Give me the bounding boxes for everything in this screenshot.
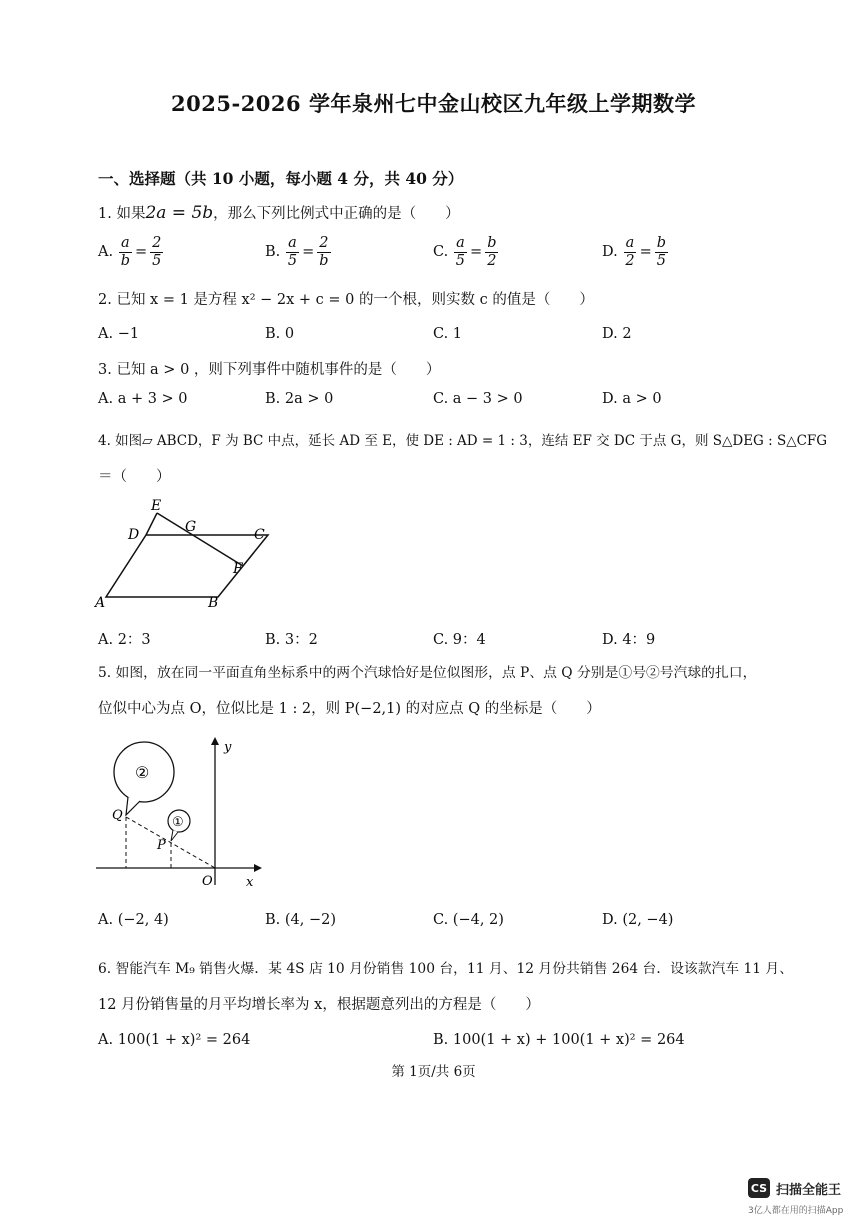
fraction	[623, 236, 636, 268]
fraction	[485, 236, 498, 268]
q1-stem-pre: 1. 如果	[98, 206, 146, 222]
question-4-stem-cont: ＝（ ）	[98, 469, 171, 485]
q1-option-a[interactable]: A. $\frac{a}{b}$ = $\frac{2}{5}$	[98, 235, 162, 269]
balloon-coordinate-figure	[94, 735, 264, 895]
page-footer: 第 1页/共 6页	[391, 1064, 476, 1080]
point-label-d: D	[128, 527, 140, 543]
q3-option-a[interactable]: A. a + 3 > 0	[98, 391, 188, 407]
question-2-stem: 2. 已知 x = 1 是方程 x² − 2x + c = 0 的一个根，则实数 c 的值是（ ）	[98, 292, 594, 308]
denominator: 5	[152, 252, 162, 269]
option-label: C.	[433, 244, 449, 260]
fraction	[317, 236, 330, 268]
numerator: a	[625, 235, 635, 251]
fraction	[150, 236, 163, 268]
denominator: b	[120, 252, 130, 269]
numerator: b	[656, 235, 667, 251]
point-label-a: A	[95, 595, 106, 611]
question-4-stem: 4. 如图▱ ABCD，F 为 BC 中点，延长 AD 至 E，使 DE : AD = 1 : 3，连结 EF 交 DC 于点 G，则 S△DEG : S△CFG	[98, 433, 828, 449]
q3-option-c[interactable]: C. a − 3 > 0	[433, 391, 523, 407]
q5-option-b[interactable]: B. (4, −2)	[265, 912, 337, 928]
q2-option-b[interactable]: B. 0	[265, 326, 295, 342]
denominator: 5	[455, 252, 466, 269]
numerator: b	[487, 235, 497, 251]
point-label-b: B	[208, 595, 219, 611]
point-label-q: Q	[112, 808, 123, 823]
q1-stem-post: ，那么下列比例式中正确的是（ ）	[213, 206, 460, 222]
q3-option-b[interactable]: B. 2a > 0	[265, 391, 334, 407]
scanner-tagline: 3亿人都在用的扫描App	[748, 1206, 844, 1216]
x-axis-label: x	[246, 875, 254, 890]
q4-option-c[interactable]: C. 9：4	[433, 632, 486, 648]
parallelogram-figure	[90, 495, 280, 615]
fraction	[119, 236, 132, 268]
q4-option-b[interactable]: B. 3：2	[265, 632, 318, 648]
q6-option-a[interactable]: A. 100(1 + x)² = 264	[98, 1032, 251, 1048]
option-label: A.	[98, 244, 114, 260]
q1-option-d[interactable]: D. $\frac{a}{2}$ = $\frac{b}{5}$	[602, 235, 667, 269]
question-3-stem: 3. 已知 a > 0 ，则下列事件中随机事件的是（ ）	[98, 362, 441, 378]
q6-option-b[interactable]: B. 100(1 + x) + 100(1 + x)² = 264	[433, 1032, 685, 1048]
question-1-stem	[98, 202, 460, 223]
origin-label: O	[202, 874, 213, 889]
point-label-g: G	[185, 519, 197, 535]
fraction	[286, 236, 299, 268]
q4-option-d[interactable]: D. 4：9	[602, 632, 656, 648]
option-label: D.	[602, 244, 618, 260]
q2-option-c[interactable]: C. 1	[433, 326, 463, 342]
question-5-stem: 5. 如图，放在同一平面直角坐标系中的两个汽球恰好是位似图形，点 P、点 Q 分别是①号②号汽球的扎口，	[98, 665, 757, 681]
fraction	[454, 236, 467, 268]
parallelogram-abcd	[106, 535, 268, 597]
q2-option-a[interactable]: A. −1	[98, 326, 140, 342]
q3-option-d[interactable]: D. a > 0	[602, 391, 662, 407]
option-label: B.	[265, 244, 281, 260]
numerator: a	[456, 235, 465, 251]
point-label-f: F	[233, 561, 243, 577]
point-label-e: E	[151, 498, 162, 514]
balloon-1-label: ①	[172, 815, 184, 830]
scanner-logo	[748, 1178, 841, 1198]
numerator: a	[288, 235, 297, 251]
denominator: 2	[625, 252, 635, 269]
balloon-2-label: ②	[135, 763, 150, 782]
denominator: b	[319, 252, 329, 269]
q4-option-a[interactable]: A. 2：3	[98, 632, 151, 648]
cs-logo-icon: CS	[748, 1178, 770, 1198]
numerator: a	[121, 235, 130, 251]
point-label-p: P	[157, 838, 166, 853]
balloon-1-knot	[171, 830, 178, 841]
q5-option-c[interactable]: C. (−4, 2)	[433, 912, 504, 928]
q2-option-d[interactable]: D. 2	[602, 326, 632, 342]
q5-option-d[interactable]: D. (2, −4)	[602, 912, 674, 928]
x-axis-arrow-icon	[254, 864, 262, 872]
numerator: 2	[152, 235, 162, 251]
denominator: 5	[287, 252, 298, 269]
y-axis-arrow-icon	[211, 737, 219, 745]
y-axis-label: y	[224, 740, 232, 755]
denominator: 2	[487, 252, 497, 269]
scanner-app-name: 扫描全能王	[776, 1182, 842, 1198]
q1-option-c[interactable]: C. $\frac{a}{5}$ = $\frac{b}{2}$	[433, 235, 497, 269]
question-6-stem-cont: 12 月份销售量的月平均增长率为 x，根据题意列出的方程是（ ）	[98, 997, 540, 1013]
question-6-stem: 6. 智能汽车 M₉ 销售火爆．某 4S 店 10 月份销售 100 台，11 月、12 月份共销售 264 台．设该款汽车 11 月、	[98, 961, 794, 977]
fraction	[655, 236, 668, 268]
q5-option-a[interactable]: A. (−2, 4)	[98, 912, 169, 928]
page-title: 2025-2026 学年泉州七中金山校区九年级上学期数学	[171, 91, 696, 116]
q1-stem-math: 2a = 5b	[145, 203, 214, 223]
q1-option-b[interactable]: B. $\frac{a}{5}$ = $\frac{2}{b}$	[265, 235, 329, 269]
segment-de	[146, 513, 157, 535]
numerator: 2	[319, 235, 329, 251]
segment-ef	[157, 513, 243, 566]
point-label-c: C	[254, 527, 265, 543]
denominator: 5	[656, 252, 666, 269]
question-5-stem-cont: 位似中心为点 O，位似比是 1 : 2，则 P(−2,1) 的对应点 Q 的坐标是（ ）	[98, 701, 601, 717]
section-heading: 一、选择题（共 10 小题，每小题 4 分，共 40 分）	[98, 169, 464, 188]
